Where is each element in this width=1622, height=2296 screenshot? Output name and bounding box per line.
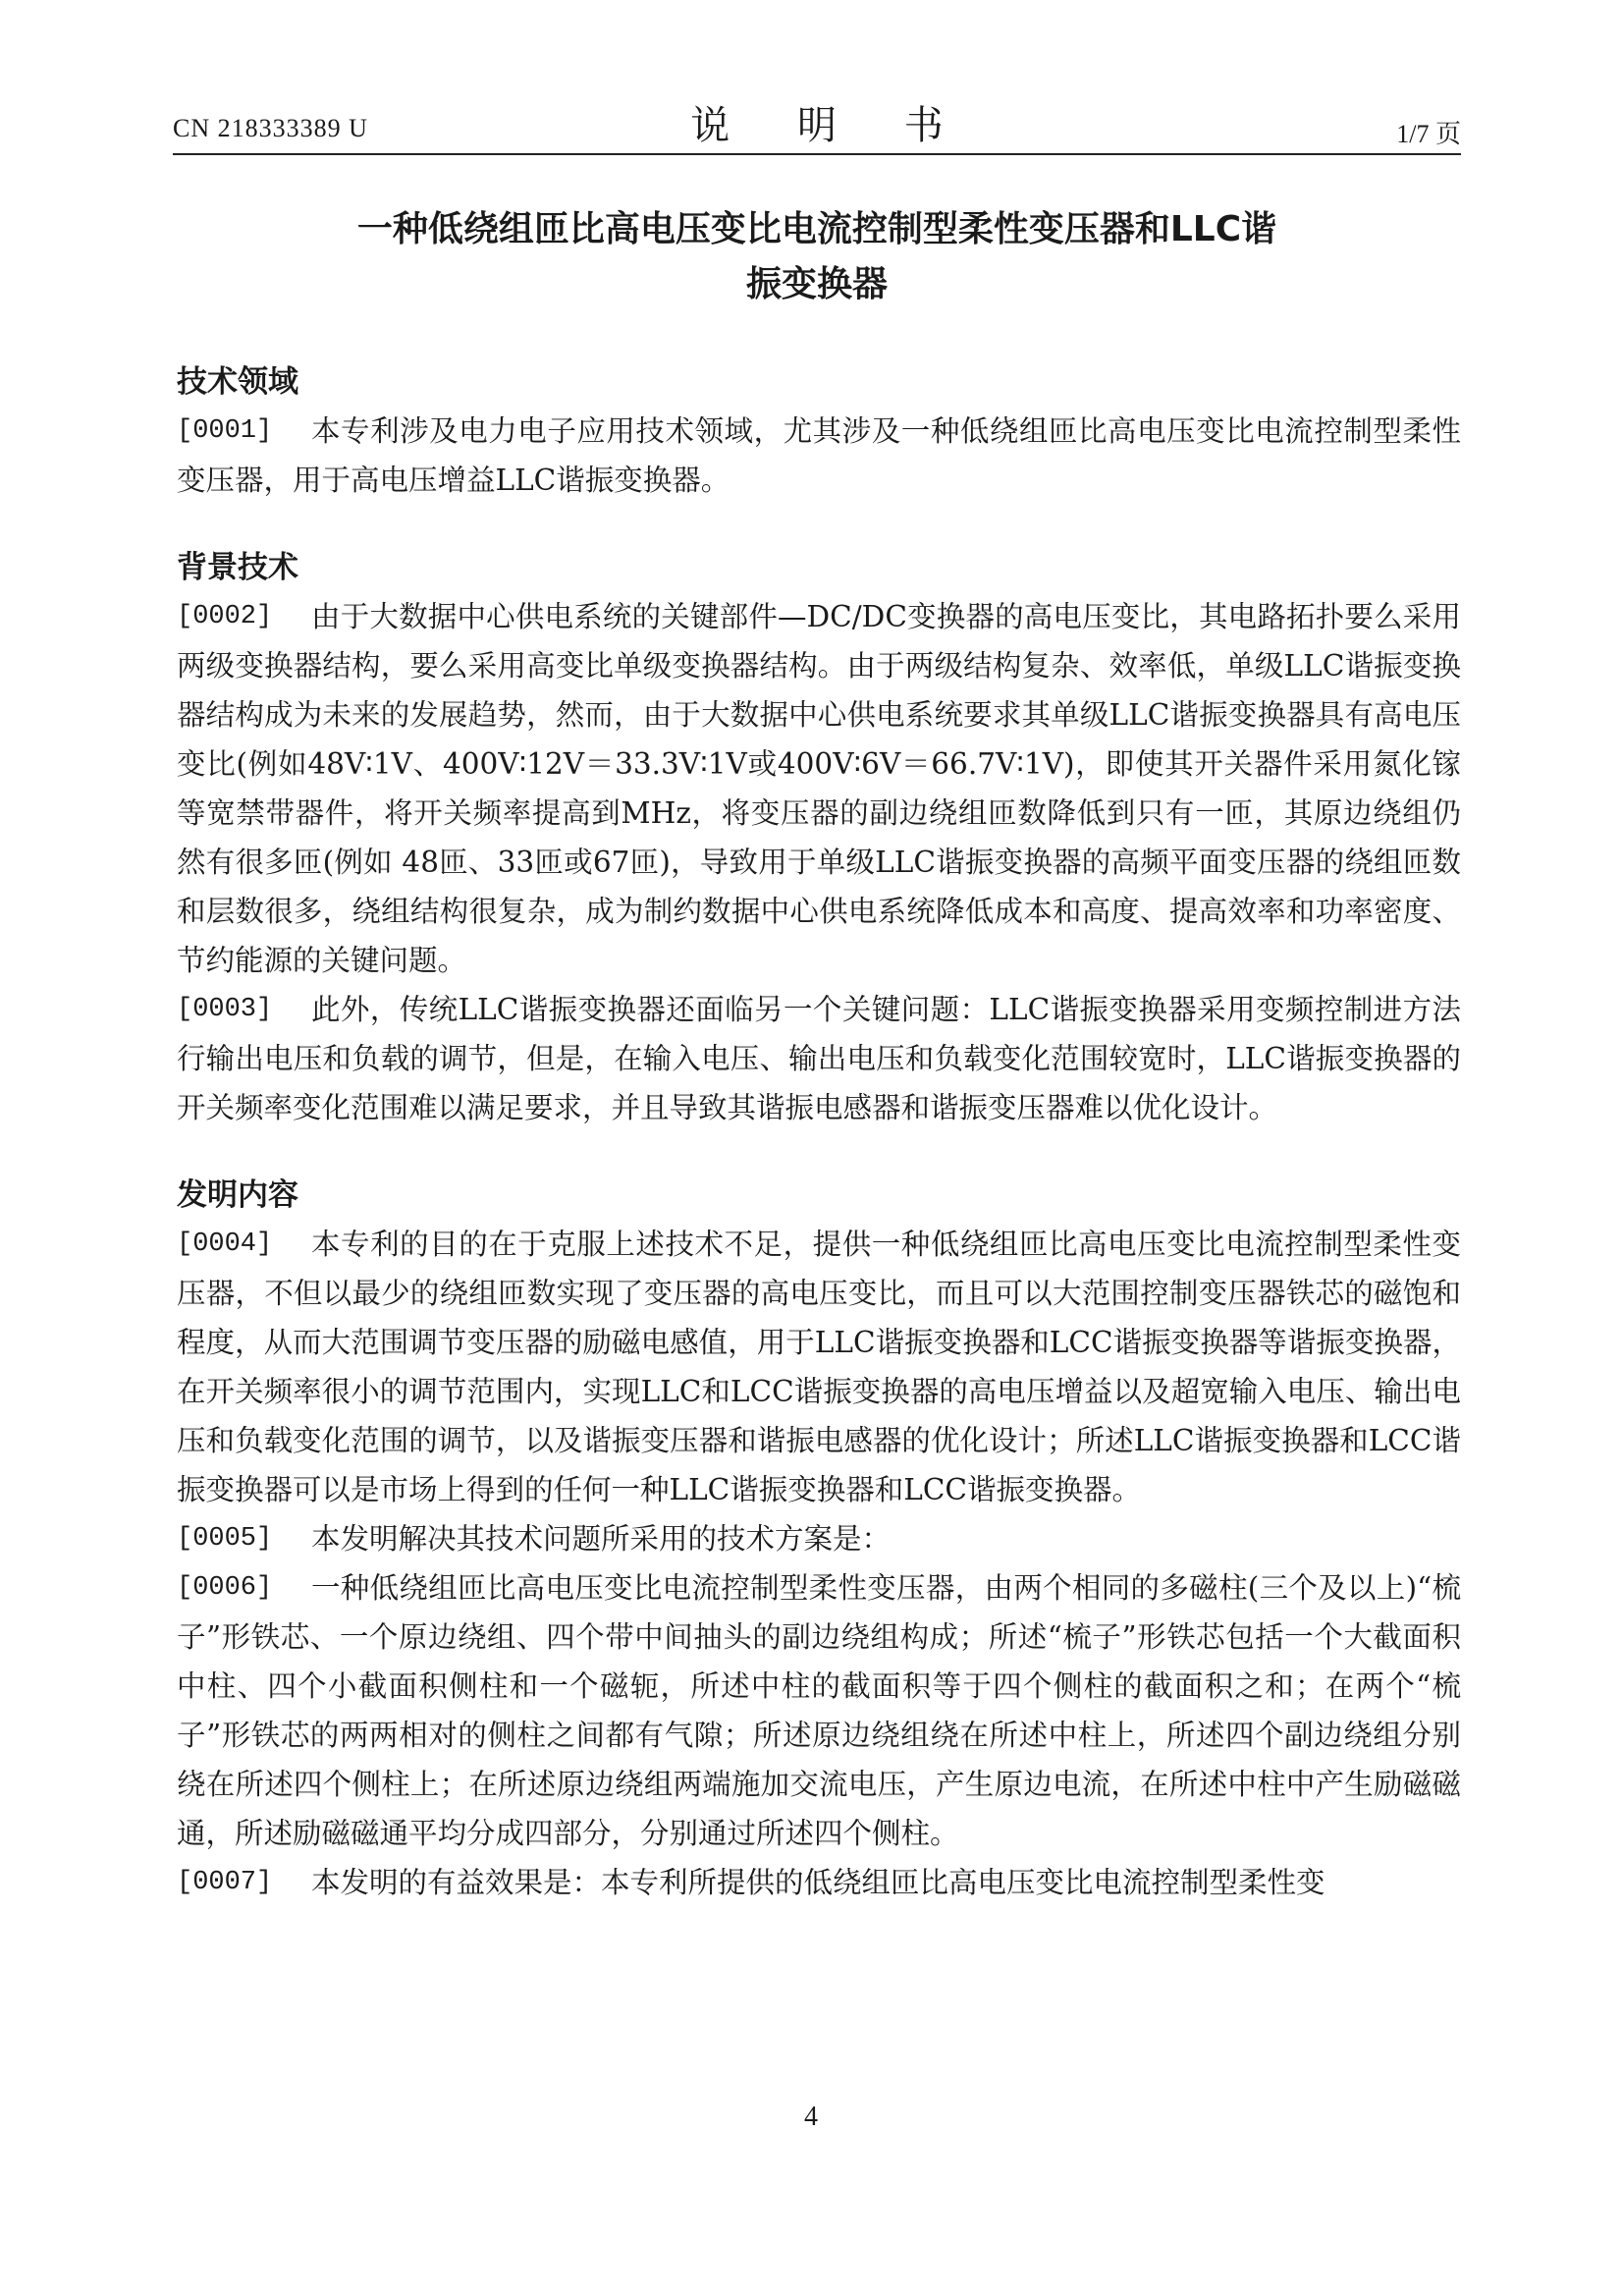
section-heading: 发明内容: [177, 1177, 298, 1213]
paragraph-0005: [177, 1514, 1461, 1563]
paragraph-number: [0005]: [177, 1524, 273, 1554]
paragraph-text: 由于大数据中心供电系统的关键部件—DC/DC变换器的高电压变比，其电路拓扑要么采用两级变换器结构，要么采用高变比单级变换器结构。由于两级结构复杂、效率低，单级LLC谐振变换器结构成为未来的发展趋势，然而，由于大数据中心供电系统要求其单级LLC谐振变换器具有高电压变比(例如48V∶1V、400V∶12V＝33.3V∶1V或400V∶6V＝66.7V∶1V)，即使其开关器件采用氮化镓等宽禁带器件，将开关频率提高到MHz，将变压器的副边绕组匝数降低到只有一匝，其原边绕组仍然有很多匝(例如 48匝、33匝或67匝)，导致用于单级LLC谐振变换器的高频平面变压器的绕组匝数和层数很多，绕组结构很复杂，成为制约数据中心供电系统降低成本和高度、提高效率和功率密度、节约能源的关键问题。: [177, 600, 1461, 977]
paragraph-text: 本发明解决其技术问题所采用的技术方案是：: [311, 1522, 892, 1556]
paragraph-number: [0006]: [177, 1573, 273, 1603]
paragraph-0007: [177, 1858, 1461, 1907]
title-line-1: 一种低绕组匝比高电压变比电流控制型柔性变压器和LLC谐: [356, 209, 1277, 249]
paragraph-0002: [177, 592, 1461, 985]
paragraph-0006: [177, 1563, 1461, 1858]
document-title: [173, 202, 1461, 312]
section-heading: 背景技术: [177, 550, 298, 585]
section-heading: 技术领域: [177, 364, 298, 400]
title-line-2: 振变换器: [745, 264, 888, 304]
section-background: [177, 543, 1461, 1132]
paragraph-number: [0004]: [177, 1230, 273, 1259]
header-rule: [173, 153, 1461, 155]
paragraph-text: 此外，传统LLC谐振变换器还面临另一个关键问题：LLC谐振变换器采用变频控制进方法行输出电压和负载的调节，但是，在输入电压、输出电压和负载变化范围较宽时，LLC谐振变换器的开关频率变化范围难以满足要求，并且导致其谐振电感器和谐振变压器难以优化设计。: [177, 993, 1461, 1124]
publication-number: CN 218333389 U: [173, 114, 368, 142]
document-body: [177, 357, 1461, 1945]
paragraph-number: [0007]: [177, 1868, 273, 1897]
paragraph-0001: [177, 407, 1461, 505]
document-type: 说 明 书: [690, 103, 971, 148]
paragraph-text: 一种低绕组匝比高电压变比电流控制型柔性变压器，由两个相同的多磁柱(三个及以上)“梳子”形铁芯、一个原边绕组、四个带中间抽头的副边绕组构成；所述“梳子”形铁芯包括一个大截面积中柱、四个小截面积侧柱和一个磁轭，所述中柱的截面积等于四个侧柱的截面积之和；在两个“梳子”形铁芯的两两相对的侧柱之间都有气隙；所述原边绕组绕在所述中柱上，所述四个副边绕组分别绕在所述四个侧柱上；在所述原边绕组两端施加交流电压，产生原边电流，在所述中柱中产生励磁磁通，所述励磁磁通平均分成四部分，分别通过所述四个侧柱。: [177, 1571, 1461, 1850]
page-header: [173, 94, 1461, 153]
paragraph-number: [0003]: [177, 995, 273, 1024]
paragraph-text: 本专利涉及电力电子应用技术领域，尤其涉及一种低绕组匝比高电压变比电流控制型柔性变压器，用于高电压增益LLC谐振变换器。: [177, 414, 1461, 497]
paragraph-number: [0002]: [177, 602, 273, 631]
paragraph-text: 本发明的有益效果是：本专利所提供的低绕组匝比高电压变比电流控制型柔性变: [311, 1866, 1325, 1899]
paragraph-number: [0001]: [177, 416, 273, 446]
page-info: 1/7 页: [1396, 120, 1461, 148]
paragraph-0004: [177, 1220, 1461, 1514]
section-summary: [177, 1171, 1461, 1907]
page-number: 4: [804, 2102, 818, 2132]
paragraph-text: 本专利的目的在于克服上述技术不足，提供一种低绕组匝比高电压变比电流控制型柔性变压器，不但以最少的绕组匝数实现了变压器的高电压变比，而且可以大范围控制变压器铁芯的磁饱和程度，从而大范围调节变压器的励磁电感值，用于LLC谐振变换器和LCC谐振变换器等谐振变换器，在开关频率很小的调节范围内，实现LLC和LCC谐振变换器的高电压增益以及超宽输入电压、输出电压和负载变化范围的调节，以及谐振变压器和谐振电感器的优化设计；所述LLC谐振变换器和LCC谐振变换器可以是市场上得到的任何一种LLC谐振变换器和LCC谐振变换器。: [177, 1228, 1461, 1506]
section-technical-field: [177, 357, 1461, 505]
paragraph-0003: [177, 985, 1461, 1132]
